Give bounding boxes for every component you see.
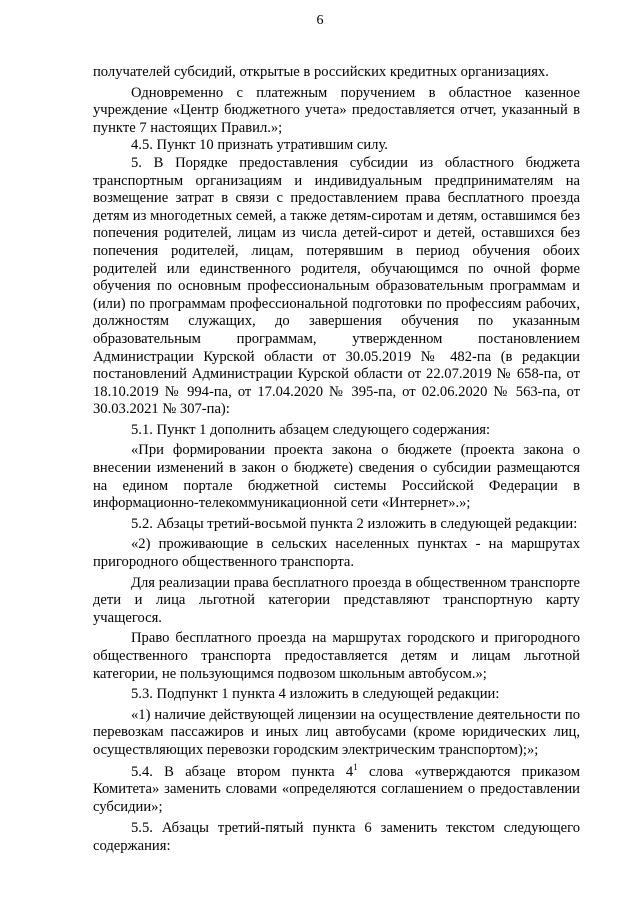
paragraph-5-4-text-before: 5.4. В абзаце втором пункта 4 [131,763,354,780]
paragraph-5-1-quote: «При формировании проекта закона о бюджете (проекта закона о внесении изменений в закон о бюджете) сведения о субсидии размещаются на едином портале бюджетной системы Российской Федерации в информационно-телекоммуникационной сети «Интернет».»; [93,442,580,512]
paragraph-5-2-quote: «2) проживающие в сельских населенных пунктах - на маршрутах пригородного общественного транспорта. [93,536,580,571]
paragraph-continuation: получателей субсидий, открытые в российских кредитных организациях. [93,64,549,80]
paragraph-5-4 [93,761,580,817]
paragraph-4-5: 4.5. Пункт 10 признать утратившим силу. [131,137,388,154]
paragraph-5: 5. В Порядке предоставления субсидии из областного бюджета транспортным организациям и индивидуальным предпринимателям на возмещение затрат в связи с предоставлением права бесплатного проезда детям из многодетных семей, а также детям-сиротам и детям, оставшимся без попечения родителей, лицам из числа детей-сирот и детей, оставшихся без попечения родителей, лицам, потерявшим в период обучения обоих родителей или единственного родителя, обучающимся по очной форме обучения по основным профессиональным образовательным программам и (или) по программам профессиональной подготовки по профессиям рабочих, должностям служащих, до завершения обучения по указанным образовательным программам, утвержденном постановлением Администрации Курской области от 30.05.2019 № 482-па (в редакции постановлений Администрации Курской области от 22.07.2019 № 658-па, от 18.10.2019 № 994-па, от 17.04.2020 № 395-па, от 02.06.2020 № 563-па, от 30.03.2021 № 307-па): [93,154,580,418]
paragraph-5-2: 5.2. Абзацы третий-восьмой пункта 2 изложить в следующей редакции: [131,515,578,532]
paragraph-5-3-quote: «1) наличие действующей лицензии на осуществление деятельности по перевозкам пассажиров и иных лиц автобусами (кроме юридических лиц, осуществляющих перевозки городским электрическим транспортом);»; [93,706,580,758]
paragraph-report-note: Одновременно с платежным поручением в областное казенное учреждение «Центр бюджетного учета» предоставляется отчет, указанный в пункте 7 настоящих Правил.»; [93,84,580,136]
page-number: 6 [316,13,324,28]
paragraph-5-1: 5.1. Пункт 1 дополнить абзацем следующего содержания: [131,421,491,438]
document-body [93,64,580,856]
paragraph-5-4-text-after: слова «утверждаются приказом Комитета» заменить словами «определяются соглашением о предоставлении субсидии»; [93,763,580,815]
paragraph-free-travel-right: Право бесплатного проезда на маршрутах городского и пригородного общественного транспорта предоставляется детям и лицам льготной категории, не пользующимся подвозом школьным автобусом.»; [93,630,580,682]
paragraph-transport-card: Для реализации права бесплатного проезда в общественном транспорте дети и лица льготной категории представляют транспортную карту учащегося. [93,574,580,626]
paragraph-5-5: 5.5. Абзацы третий-пятый пункта 6 заменить текстом следующего содержания: [93,820,580,854]
paragraph-5-4-superscript: 1 [353,761,358,772]
paragraph-5-3: 5.3. Подпункт 1 пункта 4 изложить в следующей редакции: [131,686,500,703]
